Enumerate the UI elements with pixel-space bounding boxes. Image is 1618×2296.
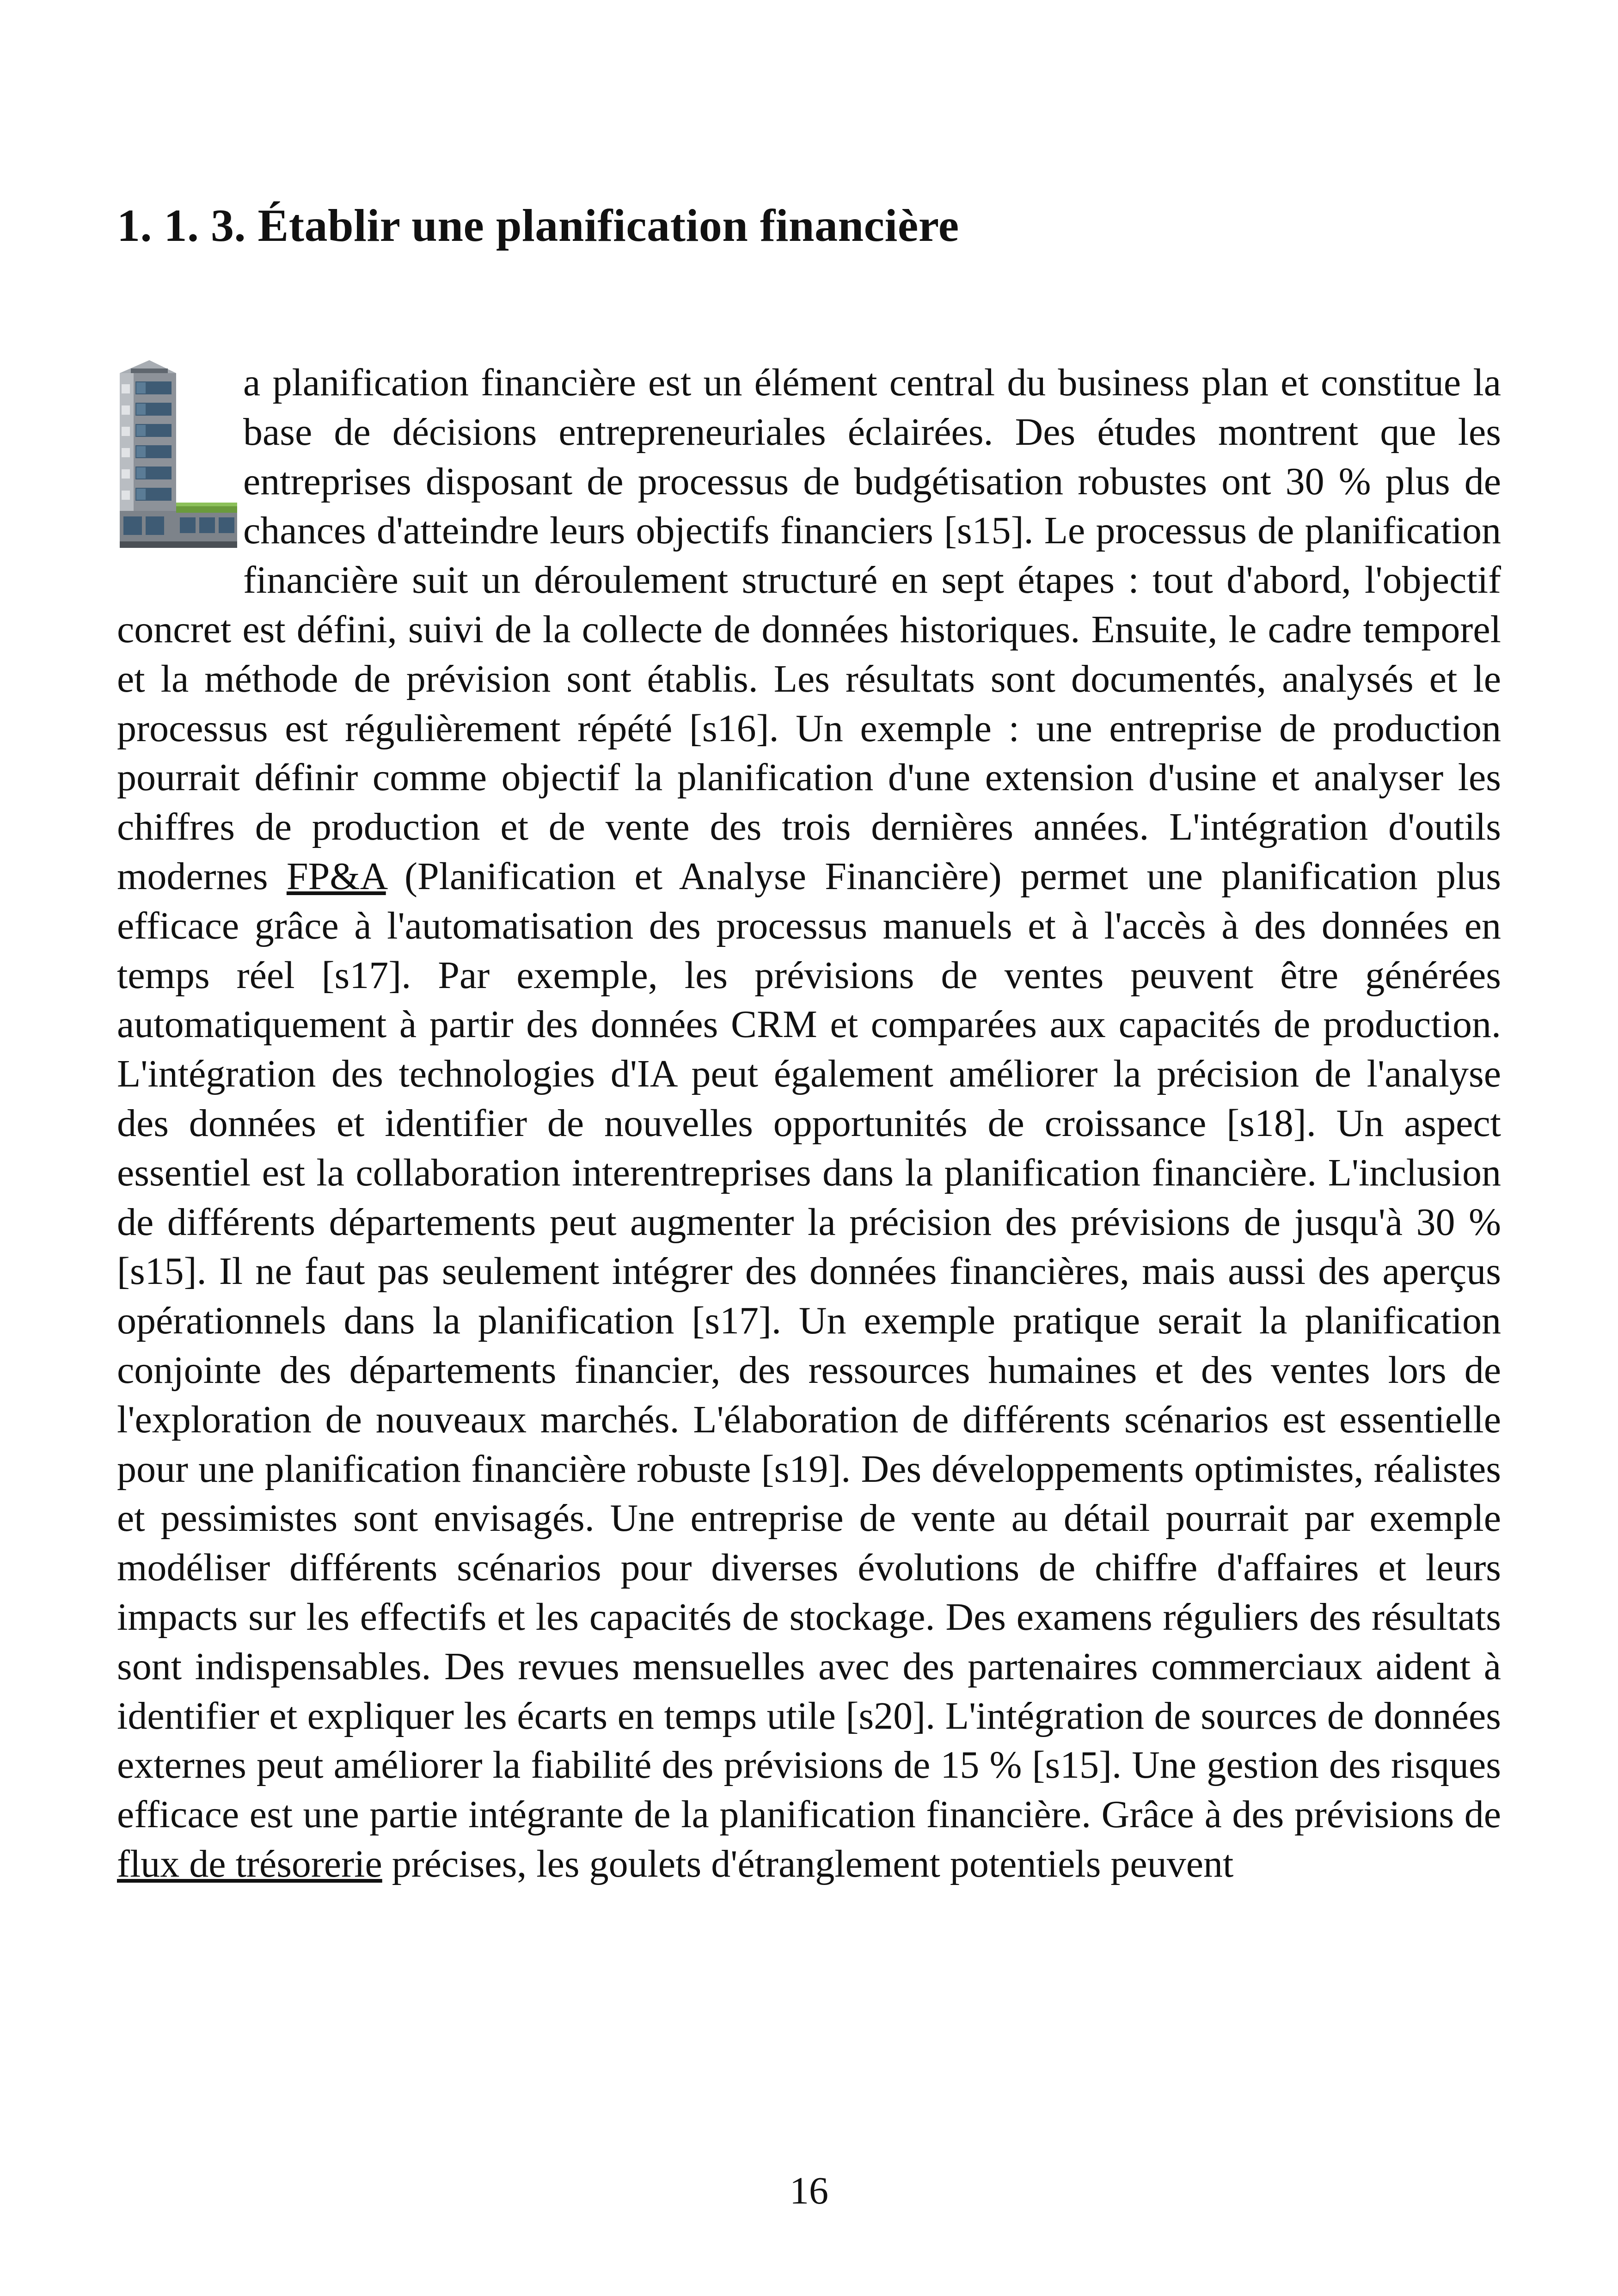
- page-number: 16: [790, 2169, 828, 2212]
- cash-flow-link[interactable]: flux de trésorerie: [117, 1842, 382, 1885]
- building-letter-l-icon: [117, 358, 241, 556]
- paragraph-text-2: (Planification et Analyse Financière) permet une planification plus efficace grâce à l'automatisation des processus manuels et à l'accès à des données en temps réel [s17]. Par exemple, les prévisions de ventes peuvent être générées automatiquement à partir des données CRM et comparées aux capacités de production. L'intégration des technologies d'IA peut également améliorer la précision de l'analyse des données et identifier de nouvelles opportunités de croissance [s18]. Un aspect essentiel est la collaboration interentreprises dans la planification financière. L'inclusion de différents départements peut augmenter la précision des prévisions de jusqu'à 30 % [s15]. Il ne faut pas seulement intégrer des données financières, mais aussi des aperçus opérationnels dans la planification [s17]. Un exemple pratique serait la planification conjointe des départements financier, des ressources humaines et des ventes lors de l'exploration de nouveaux marchés. L'élaboration de différents scénarios est essentielle pour une planification financière robuste [s19]. Des développements optimistes, réalistes et pessimistes sont envisagés. Une entreprise de vente au détail pourrait par exemple modéliser différents scénarios pour diverses évolutions de chiffre d'affaires et leurs impacts sur les effectifs et les capacités de stockage. Des examens réguliers des résultats sont indispensables. Des revues mensuelles avec des partenaires commerciaux aident à identifier et expliquer les écarts en temps utile [s20]. L'intégration de sources de données externes peut améliorer la fiabilité des prévisions de 15 % [s15]. Une gestion des risques efficace est une partie intégrante de la planification financière. Grâce à des prévisions de: [117, 854, 1501, 1836]
- paragraph-text-1: a planification financière est un élément central du business plan et constitue la base de décisions entrepreneuriales éclairées. Des études montrent que les entreprises disposant de processus de budgétisation robustes ont 30 % plus de chances d'atteindre leurs objectifs financiers [s15]. Le processus de planification financière suit un déroulement structuré en sept étapes : tout d'abord, l'objectif concret est défini, suivi de la collecte de données historiques. Ensuite, le cadre temporel et la méthode de prévision sont établis. Les résultats sont documentés, analysés et le processus est régulièrement répété [s16]. Un exemple : une entreprise de production pourrait définir comme objectif la planification d'une extension d'usine et analyser les chiffres de production et de vente des trois dernières années. L'intégration d'outils modernes: [117, 361, 1501, 898]
- fpa-link[interactable]: FP&A: [286, 854, 386, 898]
- paragraph-text-3: précises, les goulets d'étranglement potentiels peuvent: [382, 1842, 1234, 1885]
- body-paragraph: [117, 358, 1501, 1889]
- page-title: 1. 1. 3. Établir une planification financière: [117, 200, 959, 251]
